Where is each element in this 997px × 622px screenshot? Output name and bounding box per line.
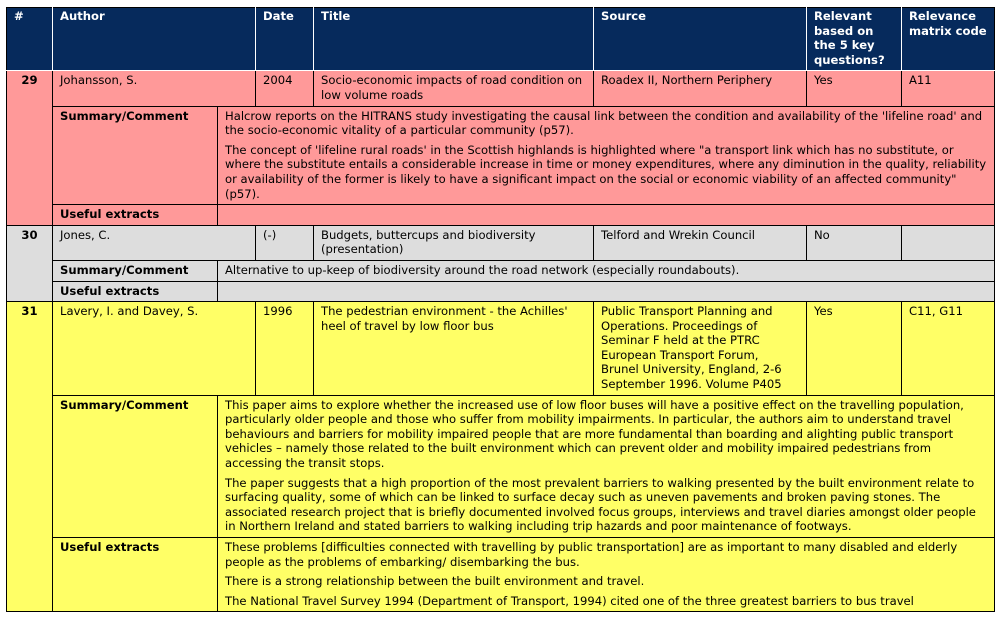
summary-row <box>7 395 995 537</box>
entry-relevant: No <box>807 225 902 260</box>
summary-paragraph: Alternative to up-keep of biodiversity around the road network (especially roundabouts). <box>225 262 740 277</box>
entry-matrix-code <box>902 225 995 260</box>
extracts-content <box>218 205 995 226</box>
header-title: Title <box>314 8 594 71</box>
summary-label: Summary/Comment <box>53 395 218 537</box>
entry-title: Budgets, buttercups and biodiversity (presentation) <box>314 225 594 260</box>
entry-date: 2004 <box>256 71 314 106</box>
table-body <box>7 71 995 612</box>
literature-review-table <box>6 7 995 612</box>
entry-source: Telford and Wrekin Council <box>594 225 807 260</box>
summary-content <box>218 260 995 281</box>
extracts-content <box>218 281 995 302</box>
summary-label: Summary/Comment <box>53 106 218 205</box>
header-author: Author <box>53 8 256 71</box>
extracts-label: Useful extracts <box>53 281 218 302</box>
summary-paragraph: This paper aims to explore whether the increased use of low floor buses will have a positive effect on the travelling population, particularly older people and those who suffer from mobility impairments. In particular, the authors aim to understand travel behaviours and barriers for mobility impaired people that are more fundamental than boarding and alighting public transport vehicles – namely those related to the built environment which can prevent older and mobility impaired pedestrians from accessing the transit stops. <box>225 397 964 471</box>
summary-row <box>7 260 995 281</box>
entry-row <box>7 302 995 396</box>
entry-date: 1996 <box>256 302 314 396</box>
header-relevant: Relevant based on the 5 key questions? <box>807 8 902 71</box>
extract-paragraph: There is a strong relationship between the built environment and travel. <box>225 574 645 589</box>
entry-title: Socio-economic impacts of road condition on low volume roads <box>314 71 594 106</box>
header-num: # <box>7 8 53 71</box>
entry-matrix-code: A11 <box>902 71 995 106</box>
extracts-label: Useful extracts <box>53 538 218 612</box>
header-date: Date <box>256 8 314 71</box>
extract-paragraph: These problems [difficulties connected with travelling by public transportation] are as important to many disabled and elderly people as the problems of embarking/ disembarking the bus. <box>225 540 958 569</box>
summary-paragraph: The paper suggests that a high proportion of the most prevalent barriers to walking presented by the built environment relate to surfacing quality, some of which can be linked to surface decay such as uneven pavements and broken paving stones. The associated research project that is briefly documented involved focus groups, interviews and travel diaries amongst older people in Northern Ireland and stated barriers to walking including trip hazards and poor maintenance of footways. <box>225 475 976 534</box>
entry-author: Johansson, S. <box>53 71 256 106</box>
summary-content <box>218 395 995 537</box>
extracts-row <box>7 205 995 226</box>
entry-title: The pedestrian environment - the Achilles' heel of travel by low floor bus <box>314 302 594 396</box>
entry-row <box>7 225 995 260</box>
extracts-row <box>7 281 995 302</box>
entry-source: Roadex II, Northern Periphery <box>594 71 807 106</box>
entry-relevant: Yes <box>807 71 902 106</box>
entry-row <box>7 71 995 106</box>
summary-row <box>7 106 995 205</box>
entry-author: Lavery, I. and Davey, S. <box>53 302 256 396</box>
summary-label: Summary/Comment <box>53 260 218 281</box>
entry-number: 29 <box>7 71 53 225</box>
summary-content <box>218 106 995 205</box>
header-row <box>7 8 995 71</box>
header-matrix-code: Relevance matrix code <box>902 8 995 71</box>
extracts-row <box>7 538 995 612</box>
entry-number: 31 <box>7 302 53 612</box>
entry-number: 30 <box>7 225 53 301</box>
summary-paragraph: Halcrow reports on the HITRANS study investigating the causal link between the condition and availability of the 'lifeline road' and the socio-economic vitality of a particular community (p57). <box>225 108 983 138</box>
entry-relevant: Yes <box>807 302 902 396</box>
extracts-content <box>218 538 995 612</box>
extract-paragraph: The National Travel Survey 1994 (Department of Transport, 1994) cited one of the three greatest barriers to bus travel <box>225 593 914 608</box>
extracts-label: Useful extracts <box>53 205 218 226</box>
entry-source: Public Transport Planning and Operations. Proceedings of Seminar F held at the PTRC European Transport Forum, Brunel University, England, 2-6 September 1996. Volume P405 <box>594 302 807 396</box>
entry-author: Jones, C. <box>53 225 256 260</box>
header-source: Source <box>594 8 807 71</box>
summary-paragraph: The concept of 'lifeline rural roads' in the Scottish highlands is highlighted where "a transport link which has no substitute, or where the substitute entails a considerable increase in time or money expenditures, where any diminution in the quality, reliability or availability of the former is likely to have a significant impact on the social or economic viability of an affected community" (p57). <box>225 142 987 201</box>
entry-matrix-code: C11, G11 <box>902 302 995 396</box>
entry-date: (-) <box>256 225 314 260</box>
